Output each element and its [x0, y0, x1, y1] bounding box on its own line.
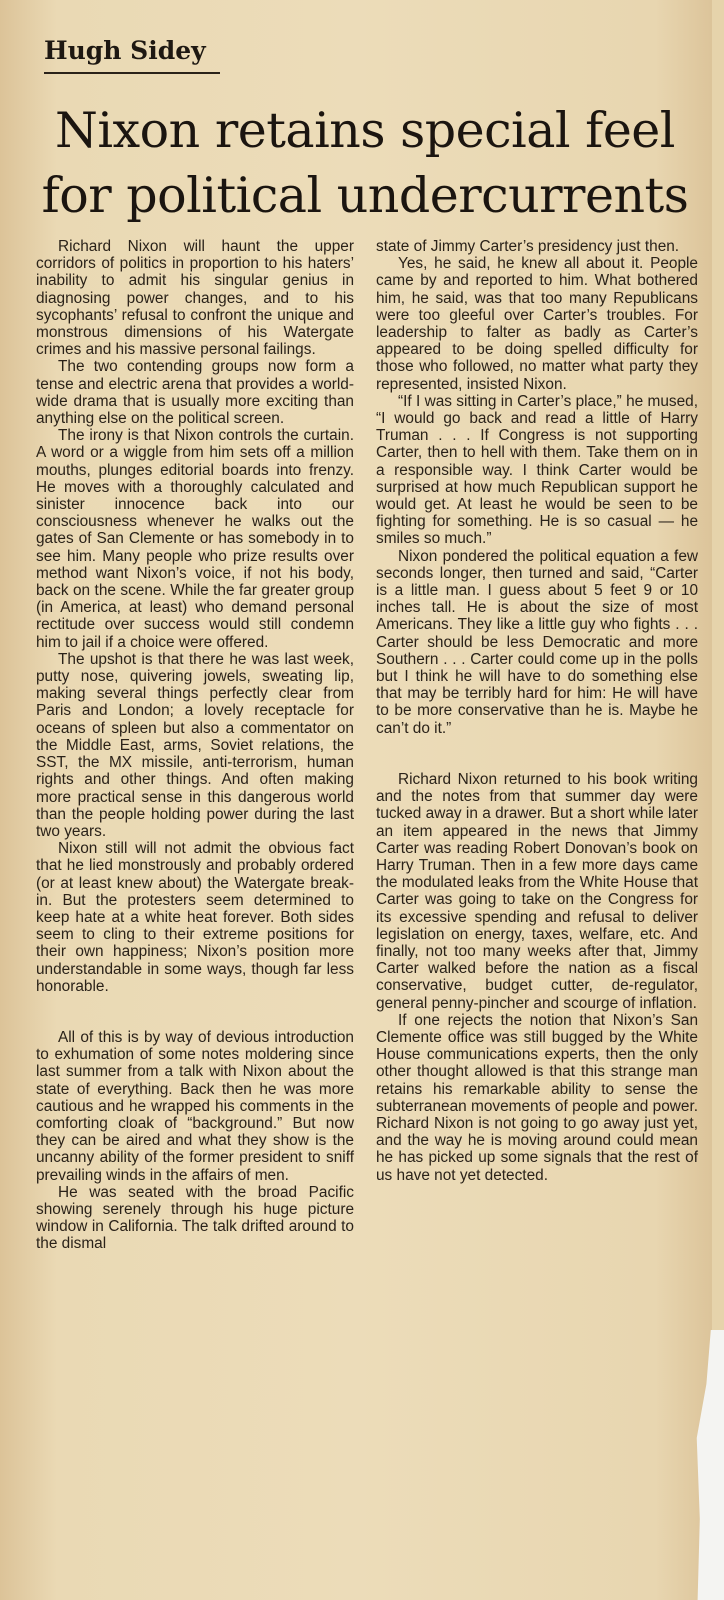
article-column-right	[376, 238, 698, 1184]
byline: Hugh Sidey	[44, 36, 206, 65]
headline: Nixon retains special feel for political undercurrents	[41, 102, 689, 224]
paragraph: If one rejects the notion that Nixon’s San Clemente office was still bugged by the White House communications experts, then the only other thought allowed is that this strange man retains his remarkable ability to sense the subterranean movements of people and power. Richard Nixon is not going to go away just yet, and the way he is moving around could mean he has picked up some signals that the rest of us have not yet detected.	[376, 1011, 698, 1184]
paragraph: The irony is that Nixon controls the curtain. A word or a wiggle from him sets off a million mouths, plunges editorial boards into frenzy. He moves with a thoroughly calculated and sinister innocence back into our consciousness whenever he walks out the gates of San Clemente or has somebody in to see him. Many people who prize results over method want Nixon’s voice, if not his body, back on the scene. While the far greater group (in America, at least) who demand personal rectitude over success would still condemn him to jail if a choice were offered.	[36, 427, 354, 651]
paragraph: The upshot is that there he was last week, putty nose, quivering jowels, sweating lip, making several things perfectly clear from Paris and London; a lovely receptacle for oceans of spleen but also a commentator on the Middle East, arms, Soviet relations, the SST, the MX missile, anti-terrorism, human rights and other things. And often making more practical sense in this dangerous world than the people holding power during the last two years.	[36, 650, 354, 840]
paragraph: All of this is by way of devious introduction to exhumation of some notes moldering since last summer from a talk with Nixon about the state of everything. Back then he was more cautious and he wrapped his comments in the comforting cloak of “background.” But now they can be aired and what they show is the uncanny ability of the former president to sniff prevailing winds in the affairs of men.	[36, 1028, 354, 1184]
paragraph: state of Jimmy Carter’s presidency just then.	[376, 238, 680, 255]
paragraph: Richard Nixon returned to his book writing and the notes from that summer day were tucked away in a drawer. But a short while later an item appeared in the news that Jimmy Carter was reading Robert Donovan’s book on Harry Truman. Then in a few more days came the modulated leaks from the White House that Carter was going to take on the Congress for its excessive spending and refusal to deliver legislation on energy, taxes, welfare, etc. And finally, not too many weeks after that, Jimmy Carter walked before the nation as a fiscal conservative, budget cutter, de-regulator, general penny-pincher and scourge of inflation.	[376, 770, 698, 1012]
paragraph: The two contending groups now form a tense and electric arena that provides a world-wide drama that is usually more exciting than anything else on the political screen.	[36, 358, 354, 428]
paragraph: He was seated with the broad Pacific showing serenely through his huge picture window in California. The talk drifted around to the dismal	[36, 1183, 354, 1253]
paragraph: “If I was sitting in Carter’s place,” he mused, “I would go back and read a little of Harry Truman . . . If Congress is not supporting Carter, then to hell with them. Take them on in a responsible way. I think Carter would be surprised at how much Republican support he would get. At least he would be seen to be fighting for something. He is so casual — he smiles so much.”	[376, 392, 698, 548]
paragraph: Yes, he said, he knew all about it. People came by and reported to him. What bothered him, he said, was that too many Republicans were too gleeful over Carter’s troubles. For leadership to falter as badly as Carter’s appeared to be doing spelled difficulty for those who followed, no matter what party they represented, insisted Nixon.	[376, 255, 698, 393]
article-column-left	[36, 238, 354, 1253]
paragraph: Richard Nixon will haunt the upper corridors of politics in proportion to his haters’ inability to admit his singular genius in diagnosing power changes, and to his sycophants’ refusal to confront the unique and monstrous dimensions of his Watergate crimes and his massive personal failings.	[36, 238, 354, 359]
paragraph: Nixon still will not admit the obvious fact that he lied monstrously and probably ordered (or at least knew about) the Watergate break-in. But the protesters seem determined to keep hate at a white heat forever. Both sides seem to cling to their extreme positions for their own happiness; Nixon’s position more understandable in some ways, though far less honorable.	[36, 840, 354, 995]
paragraph: Nixon pondered the political equation a few seconds longer, then turned and said, “Carter is a little man. I guess about 5 feet 9 or 10 inches tall. He is about the size of most Americans. They like a little guy who fights . . . Carter should be less Democratic and more Southern . . . Carter could come up in the polls but I think he will have to do something else that may be terribly hard for him: He will have to be more conservative than he is. Maybe he can’t do it.”	[376, 547, 698, 737]
byline-underline	[44, 72, 220, 74]
